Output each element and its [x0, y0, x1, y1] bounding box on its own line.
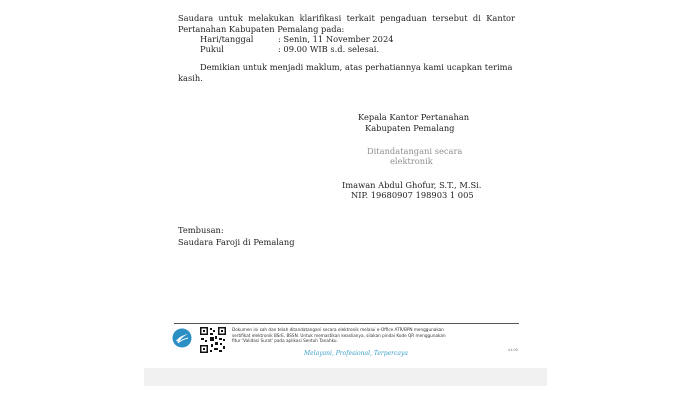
esign-line-1: Ditandatangani secara: [367, 146, 463, 156]
schedule-row-time: [200, 44, 500, 55]
closing-line-1: Demikian untuk menjadi maklum, atas perhatiannya kami ucapkan terima: [200, 62, 513, 72]
footer-divider: [174, 323, 519, 324]
signer-title-line-1: Kepala Kantor Pertanahan: [358, 112, 470, 122]
footer-note-line-3: fitur 'Validasi Surat' pada aplikasi Sentuh Tanahku.: [232, 338, 338, 344]
esign-line-2: elektronik: [390, 156, 433, 166]
body-line-2: Pertanahan Kabupaten Pemalang pada:: [178, 24, 345, 34]
schedule-value-time: : 09.00 WIB s.d. selesai.: [278, 44, 380, 54]
closing-line-2: kasih.: [178, 73, 203, 83]
signer-name: Imawan Abdul Ghofur, S.T., M.Si.: [342, 180, 482, 190]
footer-note-line-2: sertifikat elektronik BSrE, BSSN. Untuk memastikan keaslianya, silakan pindai Kode QR menggunakan: [232, 332, 446, 338]
footer-note-line-1: Dokumen ini sah dan telah ditandatangani secara elektronik melalui e-Office ATR/BPN menggunakan: [232, 327, 444, 332]
page-bottom-edge: [144, 368, 547, 386]
body-line-1: Saudara untuk melakukan klarifikasi terkait pengaduan tersebut di Kantor: [178, 13, 515, 23]
footer-slogan: Melayani, Profesional, Terpercaya: [304, 350, 408, 357]
cc-recipient: Saudara Faroji di Pemalang: [178, 237, 295, 247]
footer-validation-note: [232, 327, 517, 344]
cc-heading: Tembusan:: [178, 225, 224, 235]
schedule-label-date: Hari/tanggal: [200, 34, 254, 44]
atr-bpn-logo-icon: [172, 328, 192, 348]
schedule-value-date: : Senin, 11 November 2024: [278, 34, 394, 44]
signer-title-line-2: Kabupaten Pemalang: [365, 123, 455, 133]
signer-nip: NIP. 19680907 198903 1 005: [351, 190, 474, 200]
schedule-label-time: Pukul: [200, 44, 224, 54]
qr-code-icon: [200, 327, 226, 353]
footer-version: v1.00: [508, 348, 518, 352]
